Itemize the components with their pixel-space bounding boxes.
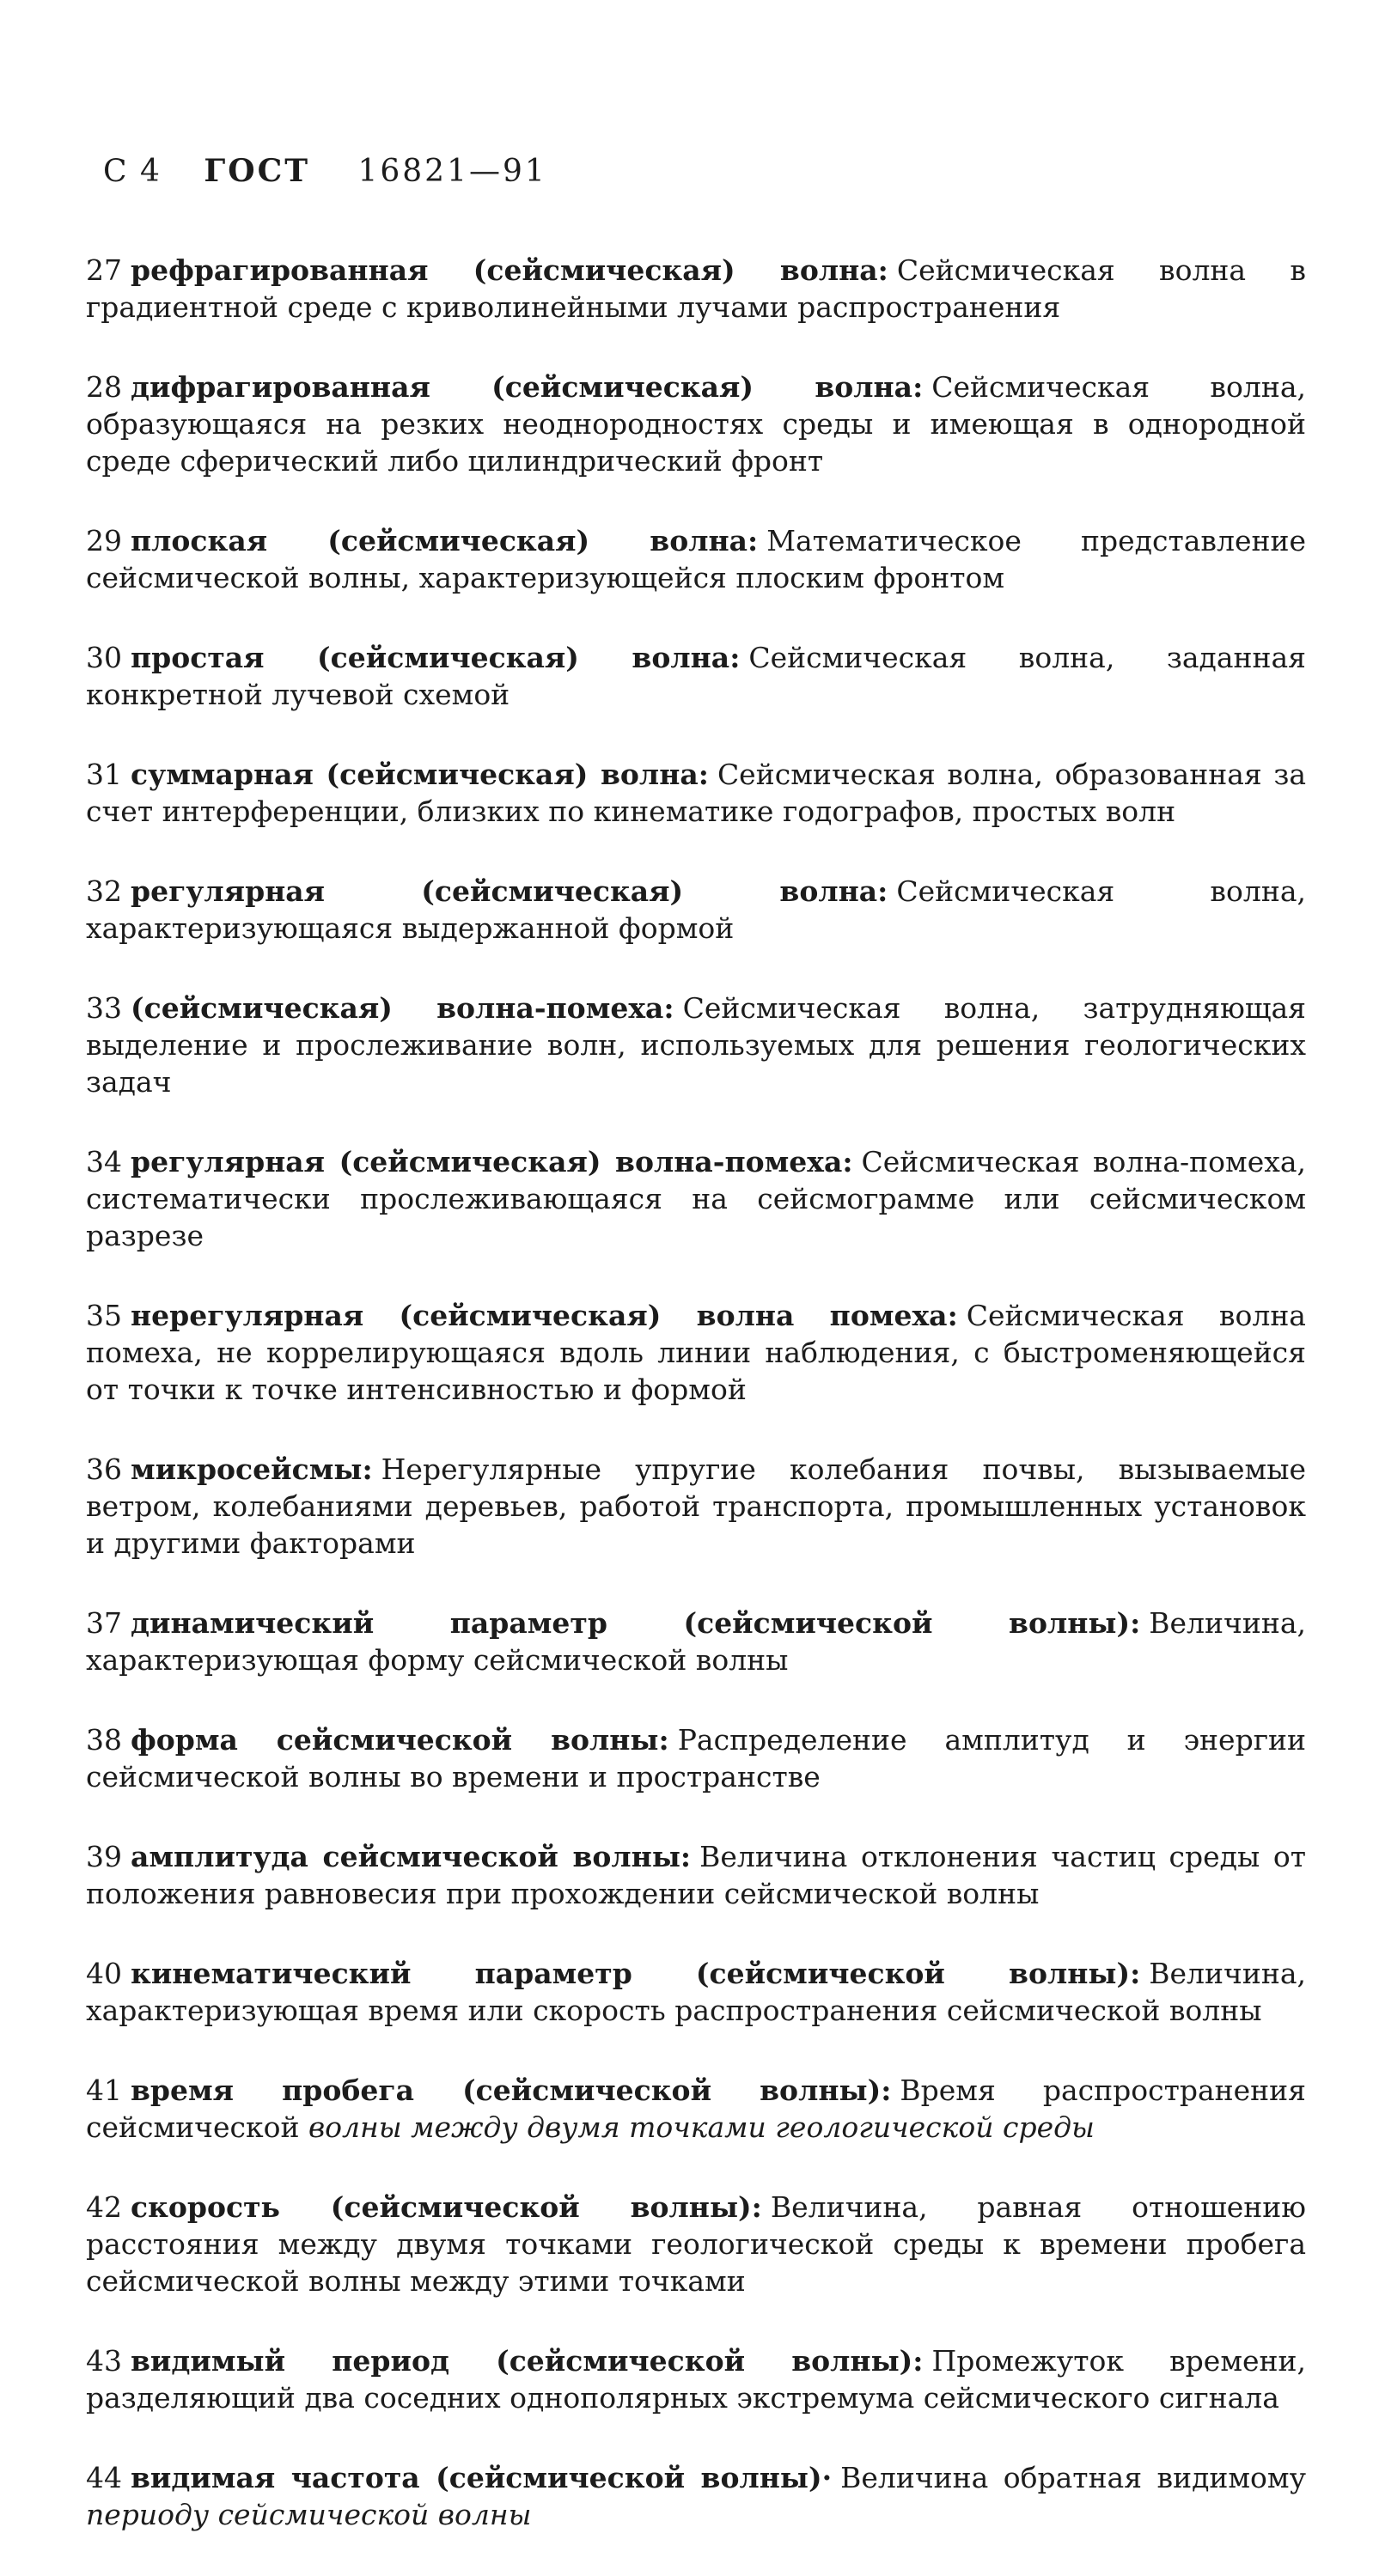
- term-separator: :: [1130, 1606, 1141, 1640]
- term-definition: Сейсмическая волна, образованная за счет интерференции, близких по кинематике годографов, простых волн: [86, 758, 1306, 828]
- term-entry: [86, 252, 1306, 326]
- term-definition: Сейсмическая волна, образующаяся на резких неоднородностях среды и имеющая в однородной среде сферический либо цилиндрический фронт: [86, 370, 1306, 478]
- term-entry: [86, 1955, 1306, 2029]
- term-definition: Математическое представление сейсмической волны, характеризующейся плоским фронтом: [86, 524, 1307, 594]
- term-name: амплитуда сейсмической волны: [131, 1840, 680, 1873]
- term-name: (сейсмическая) волна-помеха: [131, 991, 664, 1025]
- term-name: суммарная (сейсмическая) волна: [131, 758, 699, 791]
- term-definition-italic: волны между двумя точками геологической среды: [308, 2110, 1095, 2144]
- term-definition: Сейсмическая волна, характеризующаяся выдержанной формой: [86, 874, 1306, 945]
- term-number: 30: [86, 641, 122, 674]
- term-name: микросейсмы: [131, 1452, 363, 1486]
- term-number: 32: [86, 874, 122, 908]
- term-separator: ·: [821, 2461, 833, 2494]
- term-definition: Сейсмическая волна помеха, не коррелирующаяся вдоль линии наблюдения, с быстроменяющейся от точки к точке интенсивностью и формой: [86, 1299, 1306, 1406]
- term-name: простая (сейсмическая) волна: [131, 641, 730, 674]
- term-separator: :: [658, 1723, 669, 1757]
- term-name: динамический параметр (сейсмической волны): [131, 1606, 1131, 1640]
- term-separator: :: [729, 641, 741, 674]
- term-number: 41: [86, 2074, 122, 2107]
- term-number: 34: [86, 1145, 122, 1178]
- term-entry: [86, 2189, 1306, 2299]
- term-definition: Сейсмическая волна-помеха, систематически прослеживающаяся на сейсмограмме или сейсмическом разрезе: [86, 1145, 1307, 1252]
- term-entry: [86, 639, 1306, 713]
- term-separator: :: [663, 991, 674, 1025]
- term-separator: :: [912, 2344, 924, 2378]
- term-name: регулярная (сейсмическая) волна-помеха: [131, 1145, 843, 1178]
- term-entry: [86, 1721, 1306, 1795]
- term-name: скорость (сейсмической волны): [131, 2190, 752, 2224]
- term-definition: Распределение амплитуд и энергии сейсмической волны во времени и пространстве: [86, 1723, 1306, 1793]
- term-number: 39: [86, 1840, 122, 1873]
- term-definition: Время распространения сейсмической: [86, 2074, 1306, 2144]
- term-entry: [86, 756, 1306, 830]
- term-number: 35: [86, 1299, 122, 1332]
- standard-name: ГОСТ: [204, 153, 311, 189]
- term-name: нерегулярная (сейсмическая) волна помеха: [131, 1299, 948, 1332]
- term-name: видимый период (сейсмической волны): [131, 2344, 913, 2378]
- term-name: плоская (сейсмическая) волна: [131, 524, 748, 557]
- page-header: [103, 153, 547, 189]
- term-number: 44: [86, 2461, 122, 2494]
- term-separator: :: [680, 1840, 692, 1873]
- term-number: 28: [86, 370, 122, 404]
- term-name: регулярная (сейсмическая) волна: [131, 874, 878, 908]
- term-entry: [86, 522, 1306, 596]
- term-definition: Величина, равная отношению расстояния между двумя точками геологической среды к времени пробега сейсмической волны между этими точками: [86, 2190, 1306, 2298]
- term-number: 29: [86, 524, 122, 557]
- term-separator: :: [877, 253, 888, 287]
- term-separator: :: [877, 874, 888, 908]
- term-entry: [86, 2072, 1306, 2146]
- term-separator: :: [912, 370, 924, 404]
- term-separator: :: [751, 2190, 762, 2224]
- page-prefix: С: [103, 154, 129, 189]
- term-definition: Величина, характеризующая форму сейсмической волны: [86, 1606, 1306, 1677]
- term-definition: Промежуток времени, разделяющий два соседних однополярных экстремума сейсмического сигнала: [86, 2344, 1306, 2415]
- term-separator: :: [1130, 1957, 1141, 1990]
- term-name: кинематический параметр (сейсмической волны): [131, 1957, 1131, 1990]
- term-name: видимая частота (сейсмической волны): [131, 2461, 822, 2494]
- term-definition: Величина обратная видимому: [840, 2461, 1307, 2494]
- term-entry: [86, 990, 1306, 1100]
- term-entry: [86, 1605, 1306, 1678]
- term-name: форма сейсмической волны: [131, 1723, 659, 1757]
- term-number: 33: [86, 991, 122, 1025]
- term-entry: [86, 2342, 1306, 2416]
- term-number: 36: [86, 1452, 122, 1486]
- term-number: 31: [86, 758, 122, 791]
- term-entry: [86, 368, 1306, 479]
- term-number: 40: [86, 1957, 122, 1990]
- term-separator: :: [362, 1452, 373, 1486]
- term-entry: [86, 1838, 1306, 1912]
- term-definition: Сейсмическая волна, заданная конкретной лучевой схемой: [86, 641, 1306, 711]
- term-definition: Сейсмическая волна, затрудняющая выделение и прослеживание волн, используемых для решения геологических задач: [86, 991, 1306, 1099]
- term-definition-italic: периоду сейсмической волны: [86, 2498, 532, 2531]
- term-separator: :: [842, 1145, 853, 1178]
- term-entry: [86, 873, 1306, 947]
- term-number: 27: [86, 253, 122, 287]
- term-separator: :: [698, 758, 709, 791]
- term-definition: Величина отклонения частиц среды от положения равновесия при прохождении сейсмической волны: [86, 1840, 1306, 1910]
- term-entry: [86, 1297, 1306, 1408]
- term-number: 37: [86, 1606, 122, 1640]
- term-name: рефрагированная (сейсмическая) волна: [131, 253, 878, 287]
- term-separator: :: [881, 2074, 892, 2107]
- term-definition: Сейсмическая волна в градиентной среде с криволинейными лучами распространения: [86, 253, 1306, 324]
- term-name: дифрагированная (сейсмическая) волна: [131, 370, 913, 404]
- term-number: 42: [86, 2190, 122, 2224]
- term-entry: [86, 2459, 1306, 2533]
- term-separator: :: [748, 524, 759, 557]
- term-number: 43: [86, 2344, 122, 2378]
- term-number: 38: [86, 1723, 122, 1757]
- standard-code: 16821—91: [357, 154, 547, 189]
- page-number: 4: [140, 154, 162, 189]
- term-name: время пробега (сейсмической волны): [131, 2074, 882, 2107]
- term-definition: Нерегулярные упругие колебания почвы, вызываемые ветром, колебаниями деревьев, работой транспорта, промышленных установок и другими факторами: [86, 1452, 1306, 1560]
- term-entry: [86, 1451, 1306, 1562]
- term-separator: :: [947, 1299, 958, 1332]
- term-definition: Величина, характеризующая время или скорость распространения сейсмической волны: [86, 1957, 1306, 2027]
- term-entry: [86, 1143, 1306, 1254]
- term-list: [86, 223, 1306, 2576]
